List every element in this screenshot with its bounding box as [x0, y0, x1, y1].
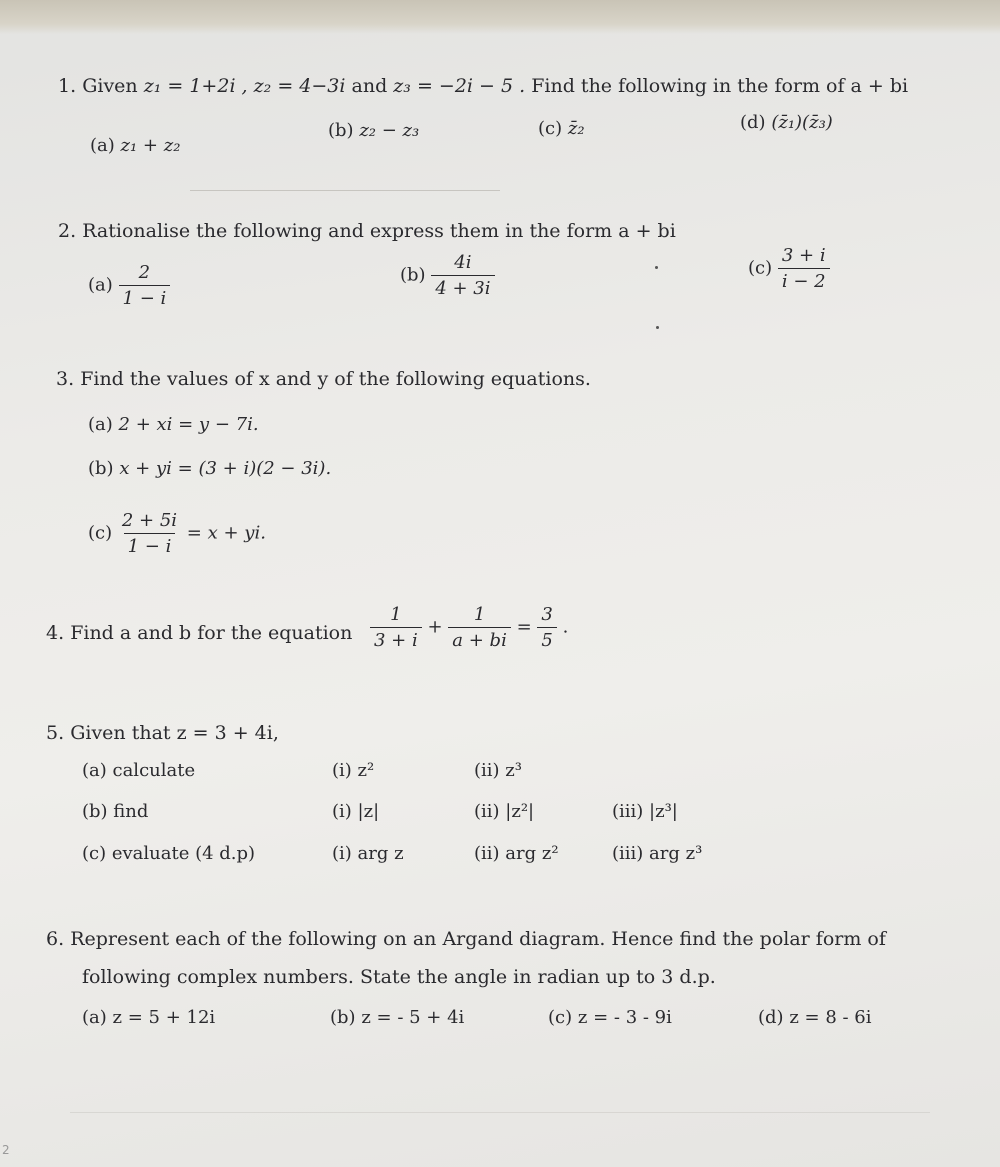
part-expression: x + yi = (3 + i)(2 − 3i).: [119, 458, 332, 479]
fraction: [431, 252, 494, 299]
q1-part-a: [90, 135, 180, 156]
q5-row-b-item-3: (iii) |z³|: [612, 801, 678, 822]
q1-prefix: Given: [82, 75, 138, 97]
question-6: [46, 928, 886, 951]
fraction-numerator: 1: [390, 604, 402, 625]
part-label: (c): [88, 522, 113, 544]
fraction-denominator: 3 + i: [370, 627, 422, 651]
question-5: [46, 722, 279, 745]
part-label: (d): [758, 1007, 784, 1028]
fraction-numerator: 3 + i: [781, 245, 826, 266]
faint-ruled-line: [190, 190, 500, 191]
q5-row-c-label: (c) evaluate (4 d.p): [82, 843, 256, 864]
part-expression: 2 + xi = y − 7i.: [118, 414, 259, 435]
q5-row-b-item-2: (ii) |z²|: [474, 801, 535, 822]
q6-part-c: [548, 1007, 672, 1028]
fraction-denominator: 5: [537, 627, 556, 651]
part-expression: z = 5 + 12i: [112, 1007, 216, 1028]
part-label: (c): [548, 1007, 573, 1028]
period: .: [562, 616, 569, 638]
fraction-numerator: 2 + 5i: [121, 510, 178, 531]
plus-sign: +: [427, 616, 443, 638]
part-label: (c): [538, 118, 563, 139]
q5-row-c-item-3: (iii) arg z³: [612, 843, 703, 864]
part-label: (a): [88, 274, 113, 296]
part-expression: (z̄₁)(z̄₃): [771, 112, 833, 133]
fraction-denominator: 1 − i: [119, 285, 171, 309]
question-number: 4.: [46, 622, 65, 644]
q1-suffix: Find the following in the form of a + bi: [531, 75, 909, 97]
q5-row-b-item-1: (i) |z|: [332, 801, 380, 822]
q1-and: and: [351, 75, 388, 97]
page-top-edge: [0, 0, 1000, 34]
part-label: (b): [400, 264, 426, 286]
part-label: (a): [88, 414, 113, 435]
part-expression: z̄₂: [567, 118, 585, 139]
question-number: 1.: [58, 75, 77, 97]
fraction-denominator: 1 − i: [124, 533, 176, 557]
question-number: 2.: [58, 220, 77, 242]
q1-part-c: [538, 118, 585, 139]
part-label: (d): [740, 112, 766, 133]
fraction-numerator: 4i: [454, 252, 472, 273]
equation-rhs: = x + yi.: [186, 522, 266, 544]
question-2: [58, 220, 676, 243]
part-expression: z₂ − z₃: [359, 120, 420, 141]
q1-z2-def: z₂ = 4−3i: [253, 75, 346, 97]
equals-sign: =: [516, 616, 532, 638]
q5-text: Given that z = 3 + 4i,: [70, 722, 279, 744]
fraction-numerator: 2: [138, 262, 151, 283]
q5-row-c-item-1: (i) arg z: [332, 843, 404, 864]
question-4: [46, 622, 352, 645]
part-label: (c): [748, 257, 773, 279]
q4-text: Find a and b for the equation: [70, 622, 353, 644]
part-label: (a): [90, 135, 115, 156]
part-label: (b): [330, 1007, 356, 1028]
q3-part-b: [88, 458, 331, 479]
q5-row-b-label: (b) find: [82, 801, 149, 822]
ink-speck: [655, 266, 658, 269]
fraction-numerator: 3: [541, 604, 553, 625]
fraction-denominator: a + bi: [448, 627, 511, 651]
q3-part-c: [88, 510, 266, 557]
part-label: (a): [82, 1007, 107, 1028]
faint-ruled-line: [70, 1112, 930, 1113]
q3-part-a: [88, 414, 259, 435]
q2-part-c: [748, 245, 830, 292]
part-expression: z = - 3 - 9i: [577, 1007, 672, 1028]
q6-part-a: [82, 1007, 215, 1028]
part-label: (b): [88, 458, 114, 479]
part-expression: z = 8 - 6i: [789, 1007, 872, 1028]
question-number: 6.: [46, 928, 65, 950]
fraction-denominator: 4 + 3i: [431, 275, 494, 299]
q2-text: Rationalise the following and express them in the form a + bi: [82, 220, 676, 242]
q6-part-b: [330, 1007, 464, 1028]
fraction: [118, 510, 181, 557]
q1-z1-def: z₁ = 1+2i ,: [143, 75, 248, 97]
q5-row-a-item-2: (ii) z³: [474, 760, 522, 781]
question-number: 5.: [46, 722, 65, 744]
question-1: [58, 75, 908, 98]
ink-speck: [656, 326, 659, 329]
q5-row-a-item-1: (i) z²: [332, 760, 375, 781]
q1-part-d: [740, 112, 833, 133]
part-expression: z₁ + z₂: [120, 135, 181, 156]
q1-part-b: [328, 120, 419, 141]
fraction-denominator: i − 2: [778, 268, 830, 292]
question-number: 3.: [56, 368, 75, 390]
part-expression: z = - 5 + 4i: [361, 1007, 465, 1028]
question-3: [56, 368, 591, 391]
q3-text: Find the values of x and y of the following equations.: [80, 368, 591, 390]
q2-part-b: [400, 252, 495, 299]
q6-line-1: Represent each of the following on an Argand diagram. Hence find the polar form of: [70, 928, 886, 950]
q5-row-c-item-2: (ii) arg z²: [474, 843, 559, 864]
q4-equation: [370, 604, 568, 651]
q5-row-a-label: (a) calculate: [82, 760, 196, 781]
fraction: [119, 262, 171, 309]
q1-z3-def: z₃ = −2i − 5 .: [393, 75, 526, 97]
question-6-continued: following complex numbers. State the angle in radian up to 3 d.p.: [82, 966, 716, 988]
q6-part-d: [758, 1007, 872, 1028]
part-label: (b): [328, 120, 354, 141]
fraction-numerator: 1: [473, 604, 486, 625]
fraction: [448, 604, 511, 651]
corner-mark: 2: [2, 1143, 10, 1157]
fraction: [537, 604, 556, 651]
q2-part-a: [88, 262, 170, 309]
fraction: [370, 604, 422, 651]
fraction: [778, 245, 830, 292]
